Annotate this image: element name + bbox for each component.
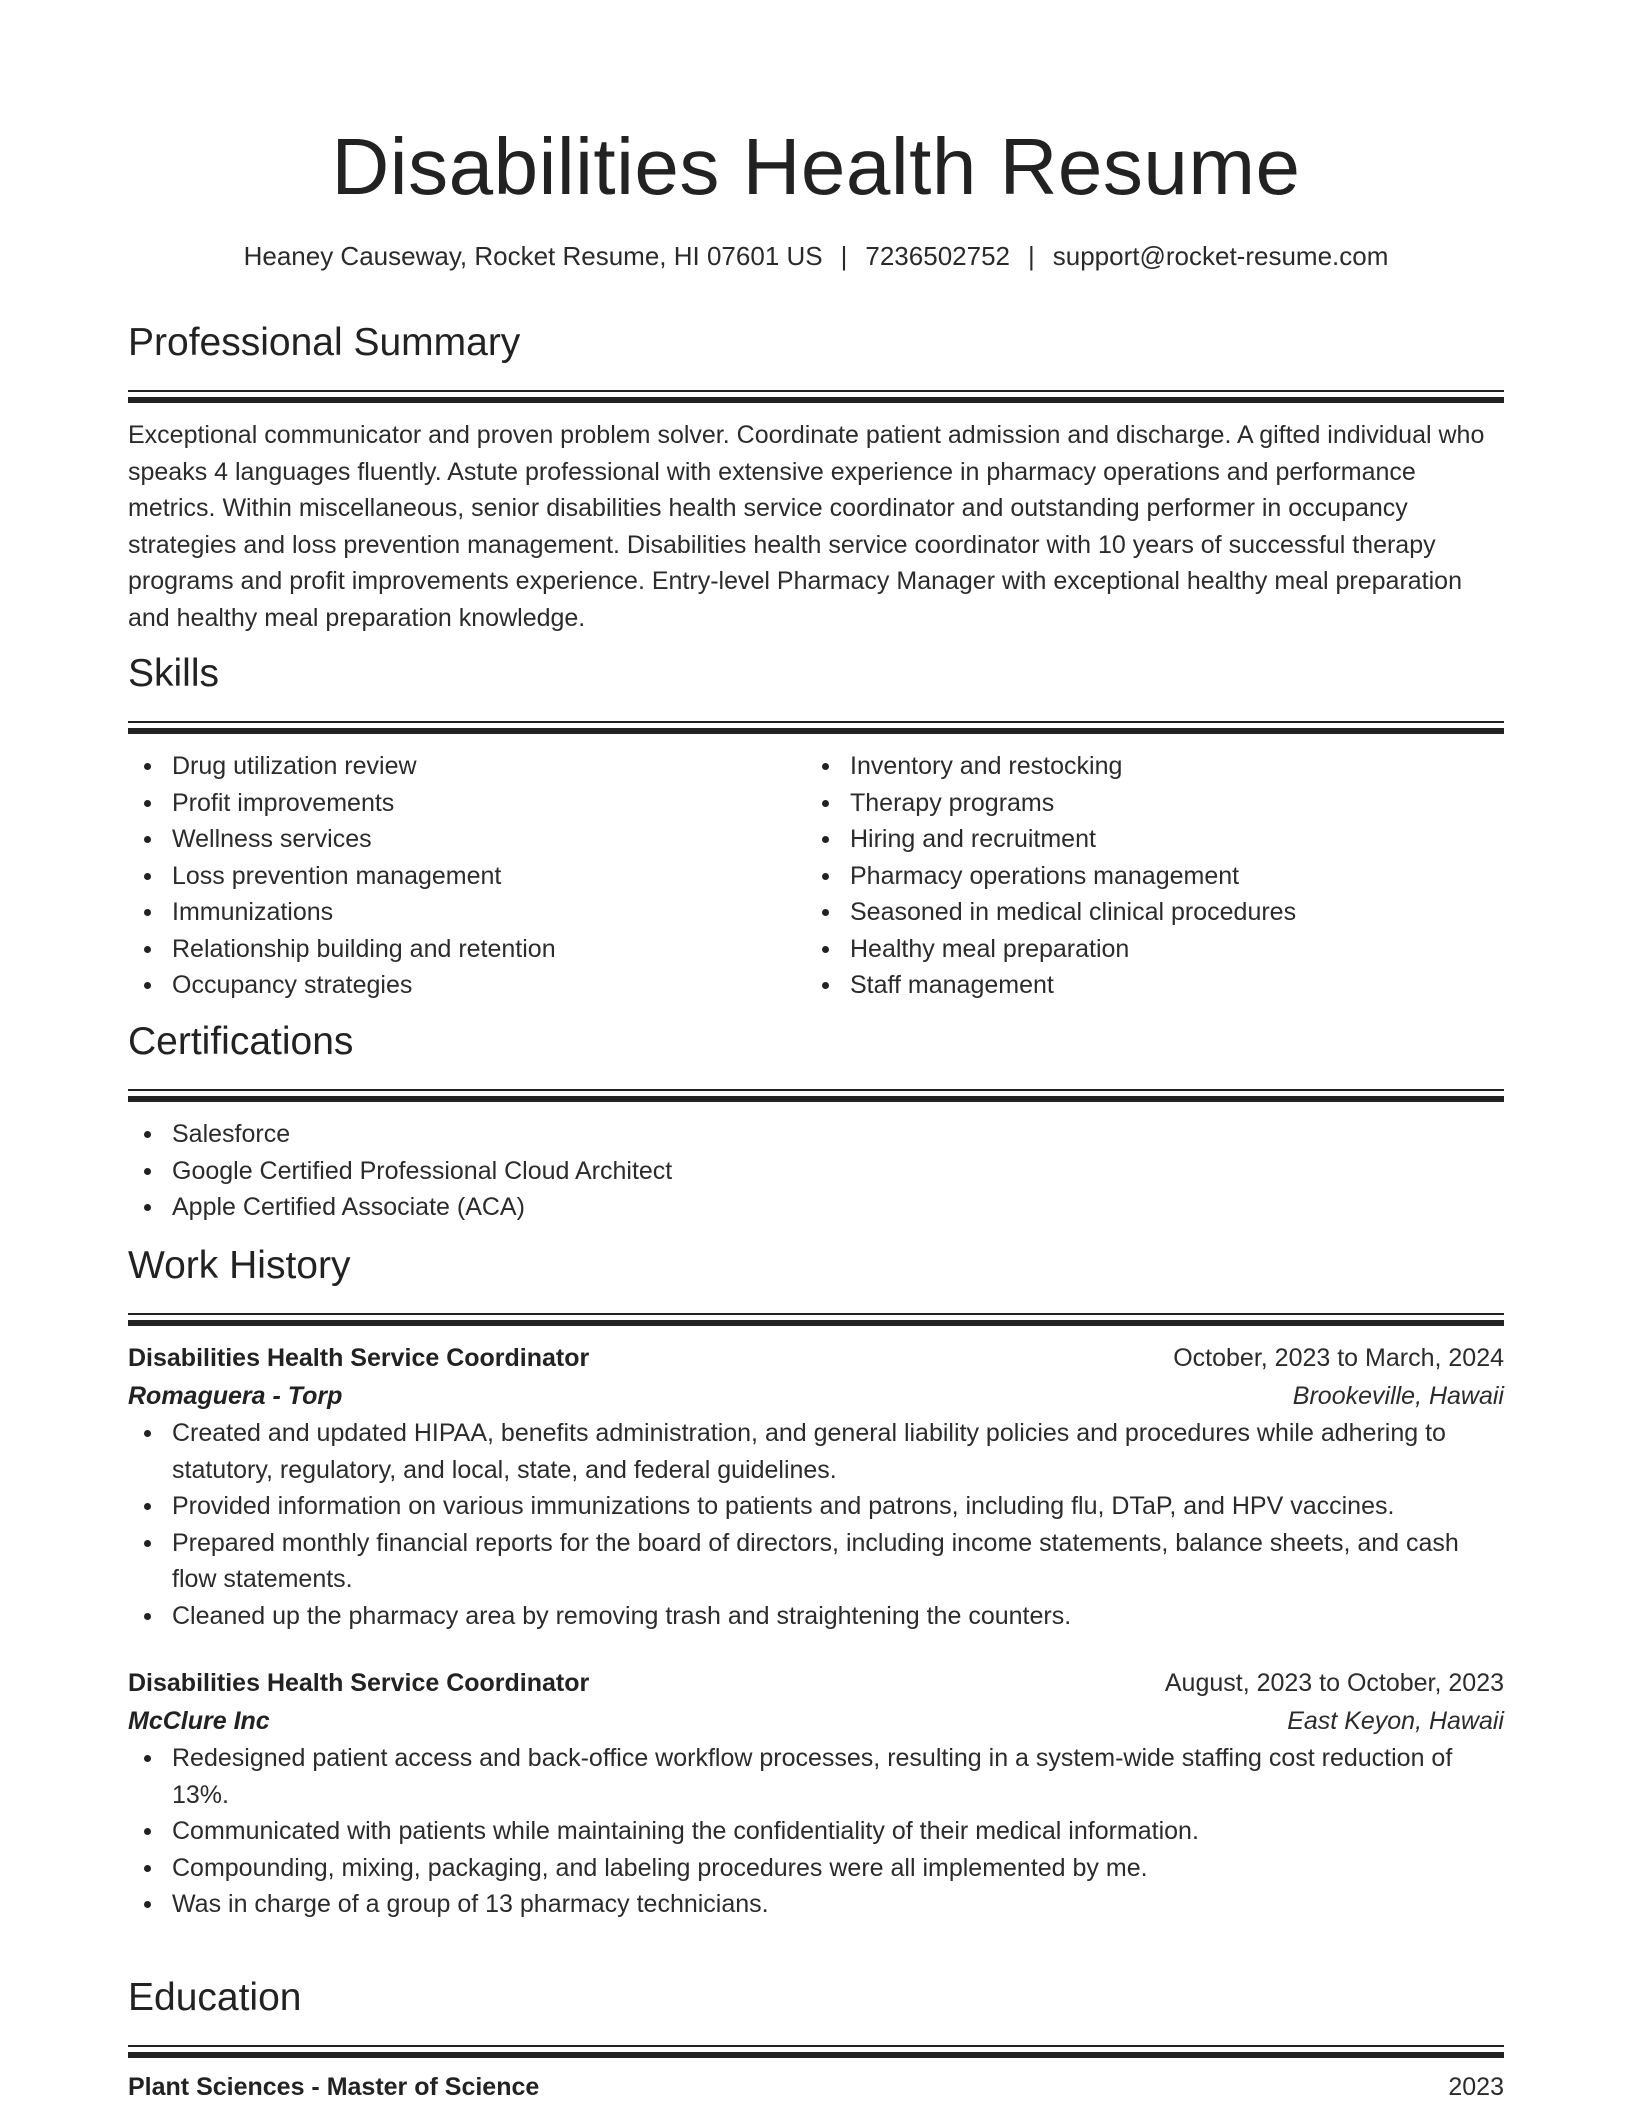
job-bullets [128,1415,1504,1634]
job-dates: August, 2023 to October, 2023 [1164,1669,1504,1697]
list-item: Therapy programs [806,785,1484,822]
job-subheader [128,1702,1504,1740]
list-item: Seasoned in medical clinical procedures [806,894,1484,931]
summary-section [128,318,1504,636]
section-divider [128,1089,1504,1102]
work-history-section [128,1241,1504,1923]
list-item: Google Certified Professional Cloud Architect [128,1153,1504,1190]
list-item: Loss prevention management [128,858,806,895]
list-item: Occupancy strategies [128,967,806,1004]
list-item: Provided information on various immunizations to patients and patrons, including flu, DTaP, and HPV vaccines. [128,1488,1504,1525]
section-heading: Professional Summary [128,321,521,364]
job-entry [128,1339,1504,1634]
skills-columns [128,748,1504,1004]
summary-text: Exceptional communicator and proven problem solver. Coordinate patient admission and discharge. A gifted individual who speaks 4 languages fluently. Astute professional with extensive experience in pharmacy operations and performance metrics. Within miscellaneous, senior disabilities health service coordinator and outstanding performer in occupancy strategies and loss prevention management. Disabilities health service coordinator with 10 years of successful therapy programs and profit improvements experience. Entry-level Pharmacy Manager with exceptional healthy meal preparation and healthy meal preparation knowledge. [128,421,1485,632]
job-company: Romaguera - Torp [128,1382,343,1410]
list-item: Cleaned up the pharmacy area by removing trash and straightening the counters. [128,1598,1504,1635]
job-header [128,1339,1504,1377]
education-year: 2023 [1448,2073,1504,2101]
list-item: Hiring and recruitment [806,821,1484,858]
list-item: Inventory and restocking [806,748,1484,785]
job-company: McClure Inc [128,1707,270,1735]
job-bullets [128,1740,1504,1923]
job-subheader [128,1377,1504,1415]
job-location: Brookeville, Hawaii [1292,1382,1504,1410]
list-item: Relationship building and retention [128,931,806,968]
certifications-list [128,1116,1504,1226]
contact-separator: | [1028,241,1035,271]
list-item: Wellness services [128,821,806,858]
section-heading: Work History [128,1244,351,1287]
section-heading: Education [128,1976,302,2019]
list-item: Created and updated HIPAA, benefits administration, and general liability policies and procedures while adhering to statutory, regulatory, and local, state, and federal guidelines. [128,1415,1504,1488]
section-divider [128,390,1504,403]
job-dates: October, 2023 to March, 2024 [1173,1344,1504,1372]
section-divider [128,2045,1504,2058]
list-item: Compounding, mixing, packaging, and labeling procedures were all implemented by me. [128,1850,1504,1887]
certifications-section [128,1017,1504,1226]
education-section [128,1973,1504,2106]
contact-separator: | [840,241,848,271]
education-degree: Plant Sciences - Master of Science [128,2073,540,2101]
list-item: Was in charge of a group of 13 pharmacy technicians. [128,1886,1504,1923]
section-heading: Skills [128,652,220,695]
list-item: Drug utilization review [128,748,806,785]
list-item: Profit improvements [128,785,806,822]
education-entry [128,2068,1504,2106]
section-heading: Certifications [128,1020,354,1063]
list-item: Communicated with patients while maintaining the confidentiality of their medical information. [128,1813,1504,1850]
job-location: East Keyon, Hawaii [1287,1707,1504,1735]
job-title: Disabilities Health Service Coordinator [128,1669,590,1697]
list-item: Apple Certified Associate (ACA) [128,1189,1504,1226]
list-item: Immunizations [128,894,806,931]
section-divider [128,1313,1504,1326]
page-title: Disabilities Health Resume [331,122,1301,211]
section-divider [128,721,1504,734]
contact-address: Heaney Causeway, Rocket Resume, HI 07601 US [243,241,823,271]
skills-list-left [128,748,806,1004]
contact-email: support@rocket-resume.com [1052,241,1389,271]
contact-line [128,236,1504,276]
list-item: Healthy meal preparation [806,931,1484,968]
skills-list-right [806,748,1484,1004]
list-item: Redesigned patient access and back-office workflow processes, resulting in a system-wide staffing cost reduction of 13%. [128,1740,1504,1813]
list-item: Staff management [806,967,1484,1004]
job-title: Disabilities Health Service Coordinator [128,1344,590,1372]
skills-section [128,649,1504,1004]
job-header [128,1664,1504,1702]
list-item: Prepared monthly financial reports for the board of directors, including income statements, balance sheets, and cash flow statements. [128,1525,1504,1598]
contact-phone: 7236502752 [865,241,1010,271]
list-item: Pharmacy operations management [806,858,1484,895]
list-item: Salesforce [128,1116,1504,1153]
job-entry [128,1664,1504,1923]
